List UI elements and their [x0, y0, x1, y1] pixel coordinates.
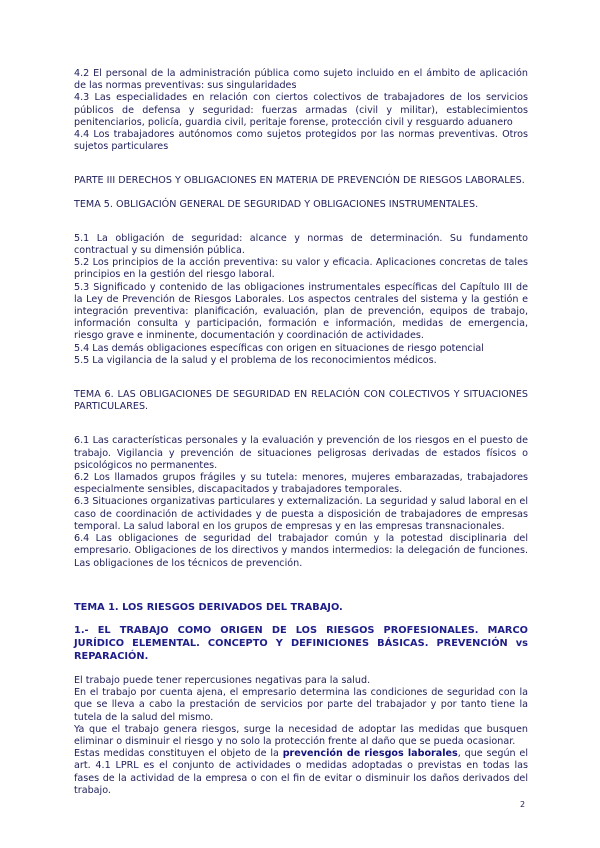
- item-5-1: 5.1 La obligación de seguridad: alcance y normas de determinación. Su fundamento contractual y su dimensión pública.: [74, 232, 528, 257]
- intro-line-1: El trabajo puede tener repercusiones negativas para la salud.: [74, 674, 371, 686]
- tema-6-title: TEMA 6. LAS OBLIGACIONES DE SEGURIDAD EN RELACIÓN CON COLECTIVOS Y SITUACIONES PARTICULARES.: [74, 389, 528, 413]
- tema-1-heading: TEMA 1. LOS RIESGOS DERIVADOS DEL TRABAJO.: [74, 601, 343, 613]
- part-3-title: PARTE III DERECHOS Y OBLIGACIONES EN MATERIA DE PREVENCIÓN DE RIESGOS LABORALES.: [74, 175, 525, 187]
- tema-6-items: [74, 435, 528, 569]
- section-1-heading: 1.- EL TRABAJO COMO ORIGEN DE LOS RIESGOS PROFESIONALES. MARCO JURÍDICO ELEMENTAL. CONCEPTO Y DEFINICIONES BÁSICAS. PREVENCIÓN vs REPARACIÓN.: [74, 624, 528, 662]
- item-4-4: 4.4 Los trabajadores autónomos como sujetos protegidos por las normas preventivas. Otros sujetos particulares: [74, 129, 528, 153]
- intro-line-3: Ya que el trabajo genera riesgos, surge la necesidad de adoptar las medidas que busquen eliminar o disminuir el riesgo y no solo la protección frente al daño que se pueda ocasionar.: [74, 723, 528, 747]
- intro-line-4-start: Estas medidas constituyen el objeto de la: [74, 748, 283, 760]
- prevencion-keyword: prevención de riesgos laborales: [282, 748, 458, 760]
- intro-line-4-end: , que según el art. 4.1 LPRL es el conjunto de actividades o medidas adoptadas o previstas en todas las fases de la actividad de la empresa o con el fin de evitar o disminuir los daños derivados del trabajo.: [74, 748, 529, 796]
- tema-5-title: TEMA 5. OBLIGACIÓN GENERAL DE SEGURIDAD Y OBLIGACIONES INSTRUMENTALES.: [74, 198, 479, 210]
- tema-5-items: [74, 233, 528, 367]
- item-5-4: 5.4 Las demás obligaciones específicas con origen en situaciones de riesgo potencial: [74, 342, 484, 354]
- intro-line-2: En el trabajo por cuenta ajena, el empresario determina las condiciones de seguridad con la que se lleva a cabo la prestación de servicios por parte del trabajador y por tanto tiene la tutela de la salud del mismo.: [74, 687, 528, 723]
- item-6-1: 6.1 Las características personales y la evaluación y prevención de los riesgos en el puesto de trabajo. Vigilancia y prevención de situaciones peligrosas derivadas de estados físicos o psicológicos no permanentes.: [74, 435, 528, 471]
- item-6-4: 6.4 Las obligaciones de seguridad del trabajador común y la potestad disciplinaria del empresario. Obligaciones de los directivos y mandos intermedios: la delegación de funciones. Las obligaciones de los técnicos de prevención.: [74, 533, 528, 569]
- section-4-items: [74, 68, 528, 153]
- item-4-2: 4.2 El personal de la administración pública como sujeto incluido en el ámbito de aplicación de las normas preventivas: sus singularidades: [74, 68, 528, 92]
- intro-text: [74, 675, 528, 797]
- document-page: [74, 68, 528, 797]
- item-5-5: 5.5 La vigilancia de la salud y el problema de los reconocimientos médicos.: [74, 354, 437, 366]
- page-number: 2: [520, 800, 526, 809]
- item-4-3: 4.3 Las especialidades en relación con ciertos colectivos de trabajadores de los servicios públicos de defensa y seguridad: fuerzas armadas (civil y militar), establecimientos penitenciarios, policía, guardia civil, peritaje forense, protección civil y resguardo aduanero: [74, 92, 528, 128]
- item-6-2: 6.2 Los llamados grupos frágiles y su tutela: menores, mujeres embarazadas, trabajadores especialmente sensibles, discapacitados y trabajadores temporales.: [74, 472, 528, 496]
- item-5-3: 5.3 Significado y contenido de las obligaciones instrumentales específicas del Capítulo III de la Ley de Prevención de Riesgos Laborales. Los aspectos centrales del sistema y la gestión e integración preventiva: planificación, evaluación, plan de prevención, equipos de trabajo, información consulta y participación, formación e información, medidas de emergencia, riesgo grave e inminente, documentación y coordinación de actividades.: [74, 281, 528, 342]
- item-6-3: 6.3 Situaciones organizativas particulares y externalización. La seguridad y salud laboral en el caso de coordinación de actividades y de puesta a disposición de trabajadores de empresas temporal. La salud laboral en los grupos de empresas y en las empresas transnacionales.: [74, 496, 528, 532]
- intro-line-4: [74, 748, 528, 797]
- item-5-2: 5.2 Los principios de la acción preventiva: su valor y eficacia. Aplicaciones concretas de tales principios en la gestión del riesgo laboral.: [74, 257, 528, 281]
